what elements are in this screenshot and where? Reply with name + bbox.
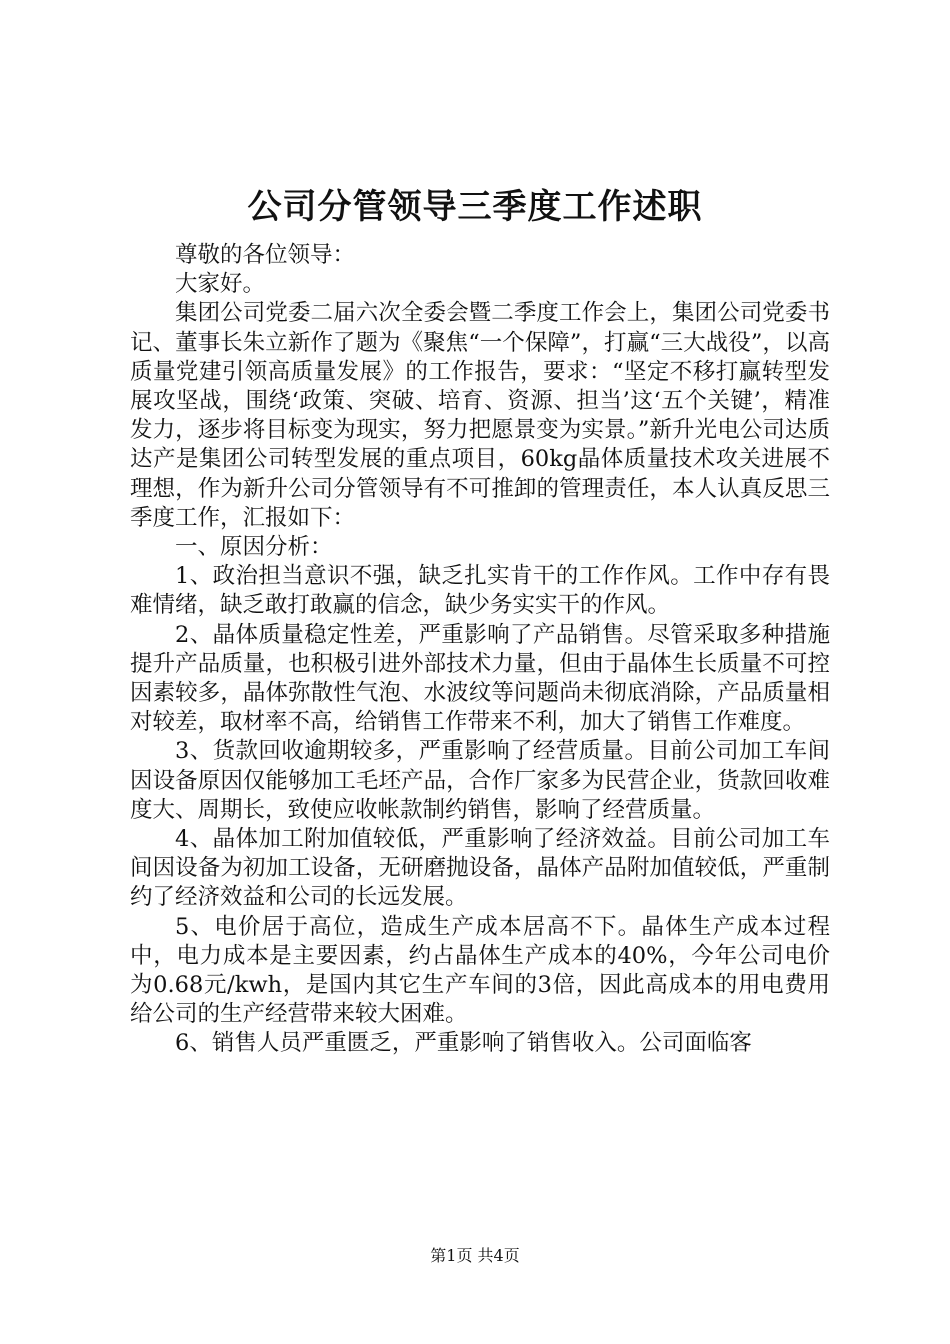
page-number: 第1页 [430,1246,473,1265]
paragraph-item-5: 5、电价居于高位，造成生产成本居高不下。晶体生产成本过程中，电力成本是主要因素，约占晶体生产成本的40%，今年公司电价为0.68元/kwh，是国内其它生产车间的3倍，因此高成本的用电费用给公司的生产经营带来较大困难。 [130,913,830,1028]
paragraph-item-4: 4、晶体加工附加值较低，严重影响了经济效益。目前公司加工车间因设备为初加工设备，无研磨抛设备，晶体产品附加值较低，严重制约了经济效益和公司的长远发展。 [130,826,830,911]
paragraph-item-3: 3、货款回收逾期较多，严重影响了经营质量。目前公司加工车间因设备原因仅能够加工毛坯产品，合作厂家多为民营企业，货款回收难度大、周期长，致使应收帐款制约销售，影响了经营质量。 [130,738,830,823]
document-title: 公司分管领导三季度工作述职 [247,187,703,227]
document-body [130,241,830,1059]
page-footer [0,1245,950,1267]
paragraph-salutation: 尊敬的各位领导： [175,242,356,268]
page-total: 共4页 [477,1246,520,1265]
paragraph-introduction: 集团公司党委二届六次全委会暨二季度工作会上，集团公司党委书记、董事长朱立新作了题为《聚焦“一个保障”，打赢“三大战役”，以高质量党建引领高质量发展》的工作报告，要求：“坚定不移打赢转型发展攻坚战，围绕‘政策、突破、培育、资源、担当’这‘五个关键’，精准发力，逐步将目标变为现实，努力把愿景变为实景。”新升光电公司达质达产是集团公司转型发展的重点项目，60kg晶体质量技术攻关进展不理想，作为新升公司分管领导有不可推卸的管理责任，本人认真反思三季度工作，汇报如下： [130,300,830,531]
paragraph-item-1: 1、政治担当意识不强，缺乏扎实肯干的工作作风。工作中存有畏难情绪，缺乏敢打敢赢的信念，缺少务实实干的作风。 [130,563,830,619]
paragraph-item-2: 2、晶体质量稳定性差，严重影响了产品销售。尽管采取多种措施提升产品质量，也积极引进外部技术力量，但由于晶体生长质量不可控因素较多，晶体弥散性气泡、水波纹等问题尚未彻底消除，产品质量相对较差，取材率不高，给销售工作带来不利，加大了销售工作难度。 [130,621,830,736]
paragraph-greeting: 大家好。 [175,271,266,298]
section-heading-cause-analysis: 一、原因分析： [175,534,333,561]
paragraph-item-6: 6、销售人员严重匮乏，严重影响了销售收入。公司面临客 [175,1030,752,1057]
